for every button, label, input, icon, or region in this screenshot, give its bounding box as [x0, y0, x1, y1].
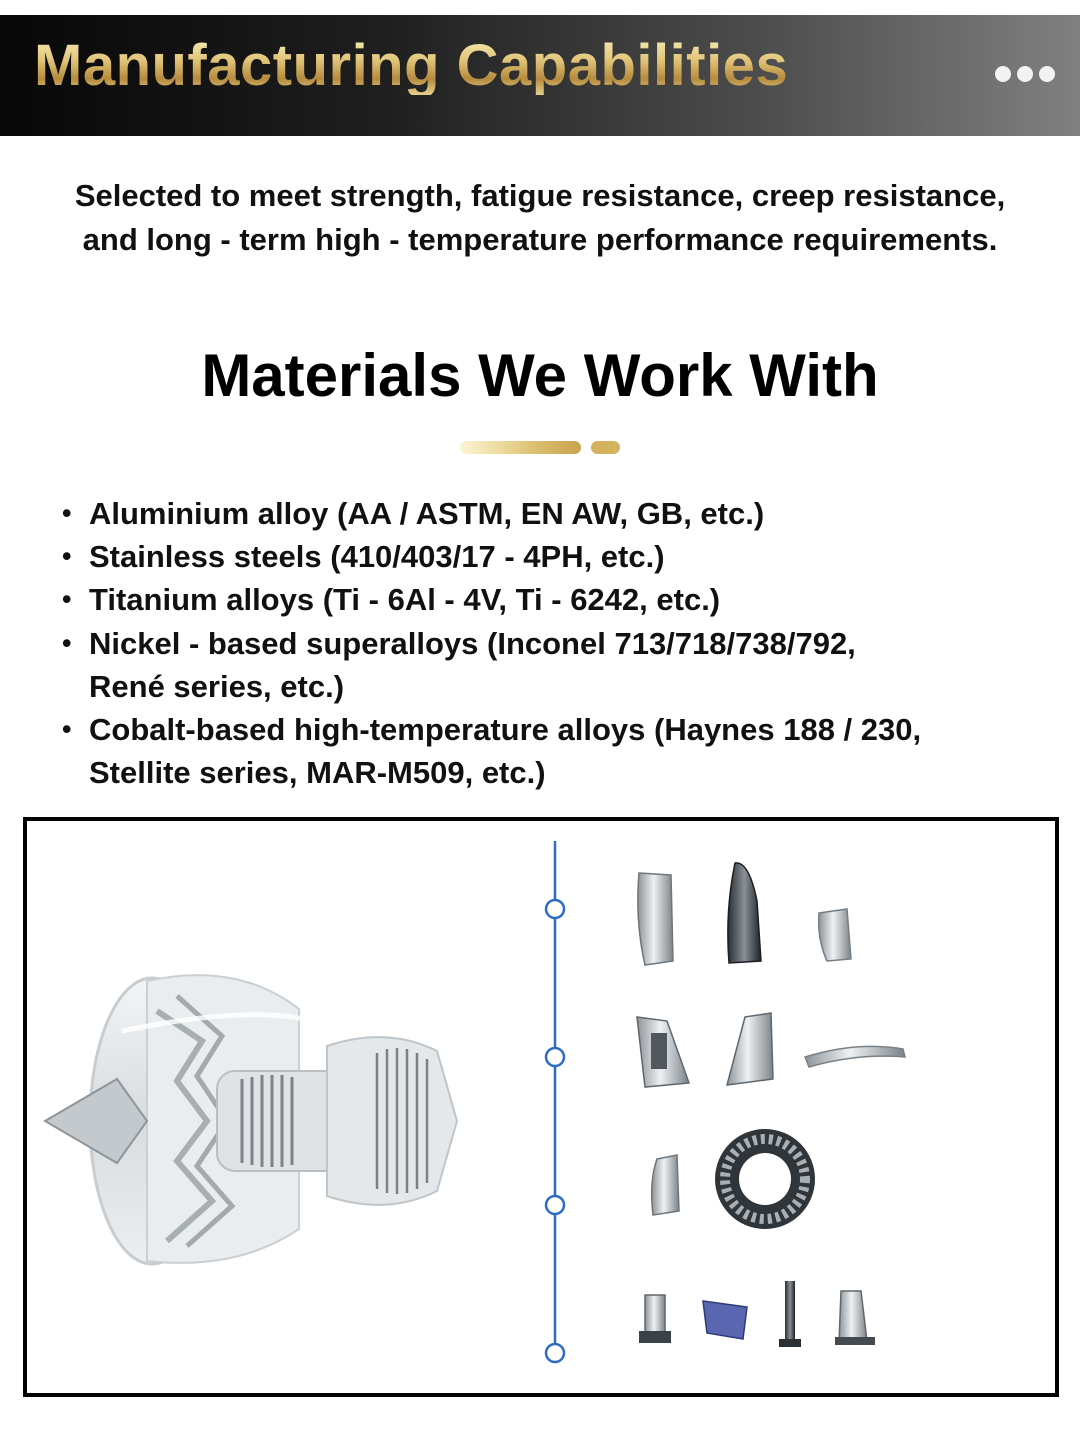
heading-divider-dot — [591, 441, 620, 454]
timeline-node — [546, 1048, 564, 1066]
page-title: Manufacturing Capabilities — [34, 33, 789, 98]
components-illustration — [27, 821, 1055, 1393]
small-blade-segment-image — [819, 909, 851, 961]
material-item-aluminium — [62, 492, 921, 535]
turbine-blade-image — [638, 873, 673, 965]
material-text: Aluminium alloy (AA / ASTM, EN AW, GB, etc.) — [89, 496, 765, 531]
material-item-titanium — [62, 578, 921, 621]
intro-text — [0, 174, 1080, 262]
small-vane-image — [652, 1155, 679, 1215]
material-item-cobalt — [62, 708, 921, 794]
material-text-continued: Stellite series, MAR-M509, etc.) — [89, 755, 546, 791]
bullet-icon: • — [62, 584, 72, 615]
blue-vane-segment-image — [703, 1301, 747, 1339]
timeline-node — [546, 1344, 564, 1362]
material-item-nickel — [62, 622, 921, 708]
timeline-node — [546, 1196, 564, 1214]
timeline — [546, 841, 564, 1362]
material-text: Cobalt-based high-temperature alloys (Haynes 188 / 230, — [89, 712, 922, 748]
bullet-icon: • — [62, 541, 72, 572]
material-item-stainless — [62, 535, 921, 578]
nozzle-guide-vane-image — [637, 1017, 689, 1087]
header-banner — [0, 15, 1080, 136]
materials-heading: Materials We Work With — [201, 342, 879, 409]
shrouded-blade-image — [835, 1291, 875, 1345]
material-text: Stainless steels (410/403/17 - 4PH, etc.) — [89, 539, 665, 575]
strut-bracket-image — [805, 1046, 905, 1067]
ellipsis-icon[interactable] — [995, 66, 1055, 82]
bullet-icon: • — [62, 714, 72, 745]
components-figure — [23, 817, 1059, 1397]
blade-with-fir-tree-root-image — [639, 1295, 671, 1343]
long-dark-blade-image — [779, 1281, 801, 1347]
dot — [1039, 66, 1055, 82]
intro-line-2: and long - term high - temperature performance requirements. — [82, 222, 998, 257]
materials-list — [62, 492, 921, 794]
material-text-continued: René series, etc.) — [89, 668, 345, 704]
turbine-vane-image — [727, 1013, 773, 1085]
engine-cutaway-image — [45, 975, 457, 1264]
material-text: Titanium alloys (Ti - 6Al - 4V, Ti - 6242, etc.) — [89, 582, 721, 618]
bladed-disk-ring-image — [715, 1129, 815, 1229]
dot — [995, 66, 1011, 82]
dark-compressor-blade-image — [728, 863, 761, 963]
material-text: Nickel - based superalloys (Inconel 713/718/738/792, — [89, 625, 856, 661]
timeline-node — [546, 900, 564, 918]
bullet-icon: • — [62, 498, 72, 528]
bullet-icon: • — [62, 627, 72, 658]
dot — [1017, 66, 1033, 82]
heading-divider — [460, 441, 581, 454]
intro-line-1: Selected to meet strength, fatigue resistance, creep resistance, — [74, 178, 1006, 213]
